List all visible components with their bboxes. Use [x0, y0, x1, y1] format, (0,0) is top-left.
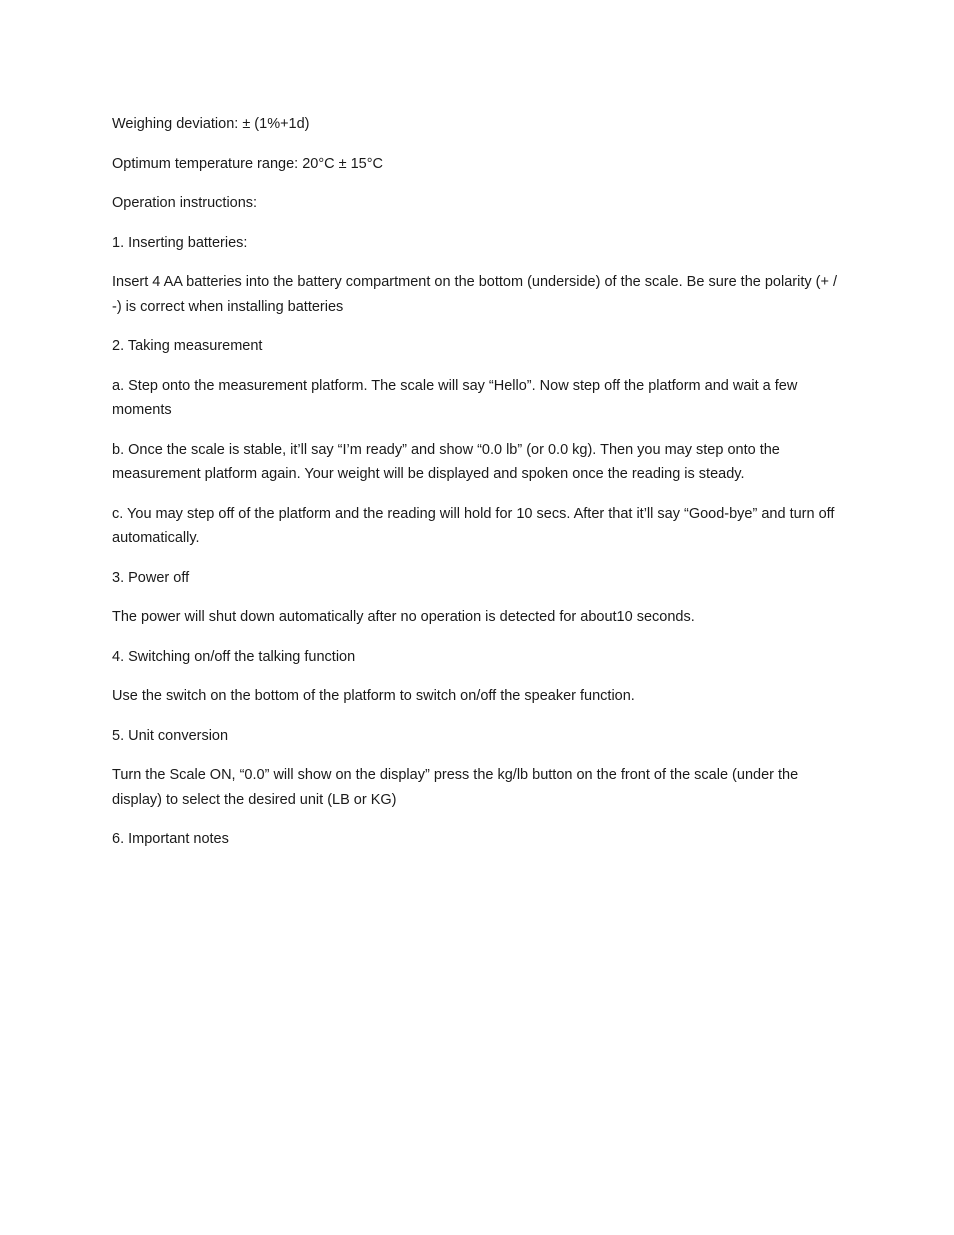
spec-weighing-deviation: Weighing deviation: ± (1%+1d)	[112, 116, 310, 132]
step-heading-important-notes: 6. Important notes	[112, 831, 229, 847]
step-heading-taking-measurement: 2. Taking measurement	[112, 338, 263, 354]
step-heading-talking-function: 4. Switching on/off the talking function	[112, 648, 356, 665]
step-text-measurement-a: a. Step onto the measurement platform. The scale will say “Hello”. Now step off the platform and wait a few moments	[112, 377, 798, 418]
step-heading-power-off: 3. Power off	[112, 569, 190, 586]
step-text-talking-function: Use the switch on the bottom of the platform to switch on/off the speaker function.	[112, 688, 635, 704]
step-text-unit-conversion: Turn the Scale ON, “0.0” will show on the display” press the kg/lb button on the front of the scale (under the display) to select the desired unit (LB or KG)	[112, 767, 799, 808]
step-heading-unit-conversion: 5. Unit conversion	[112, 727, 229, 744]
document-body	[112, 112, 847, 867]
step-heading-inserting-batteries: 1. Inserting batteries:	[112, 234, 248, 251]
section-heading-operation-instructions: Operation instructions:	[112, 195, 258, 211]
spec-temperature-range: Optimum temperature range: 20°C ± 15°C	[112, 155, 384, 172]
step-text-inserting-batteries: Insert 4 AA batteries into the battery compartment on the bottom (underside) of the scale. Be sure the polarity (+ / -) is correct when installing batteries	[112, 274, 837, 315]
step-text-measurement-b: b. Once the scale is stable, it’ll say “I’m ready” and show “0.0 lb” (or 0.0 kg). Then you may step onto the measurement platform again. Your weight will be displayed and spoken once the reading is steady.	[112, 441, 780, 482]
step-text-measurement-c: c. You may step off of the platform and the reading will hold for 10 secs. After that it’ll say “Good-bye” and turn off automatically.	[112, 505, 835, 546]
step-text-power-off: The power will shut down automatically after no operation is detected for about10 seconds.	[112, 609, 695, 625]
